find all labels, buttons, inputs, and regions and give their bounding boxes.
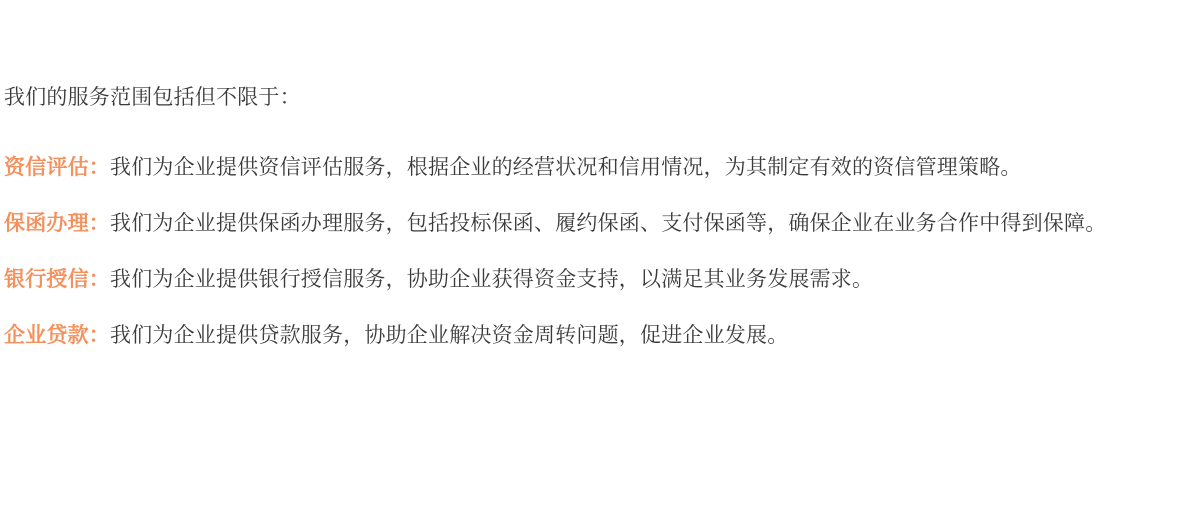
- service-description: 我们为企业提供银行授信服务，协助企业获得资金支持，以满足其业务发展需求。: [110, 268, 874, 291]
- service-description: 我们为企业提供资信评估服务，根据企业的经营状况和信用情况，为其制定有效的资信管理策略。: [110, 156, 1022, 179]
- service-description: 我们为企业提供保函办理服务，包括投标保函、履约保函、支付保函等，确保企业在业务合作中得到保障。: [110, 212, 1107, 235]
- service-item: [0, 196, 1200, 252]
- service-item: [0, 140, 1200, 196]
- intro-paragraph: 我们的服务范围包括但不限于：: [4, 86, 301, 109]
- service-item: [0, 252, 1200, 308]
- service-description: 我们为企业提供贷款服务，协助企业解决资金周转问题，促进企业发展。: [110, 324, 789, 347]
- service-term: 保函办理：: [4, 212, 110, 235]
- service-term: 资信评估：: [4, 156, 110, 179]
- service-item: [0, 308, 1200, 364]
- service-term: 企业贷款：: [4, 324, 110, 347]
- service-term: 银行授信：: [4, 268, 110, 291]
